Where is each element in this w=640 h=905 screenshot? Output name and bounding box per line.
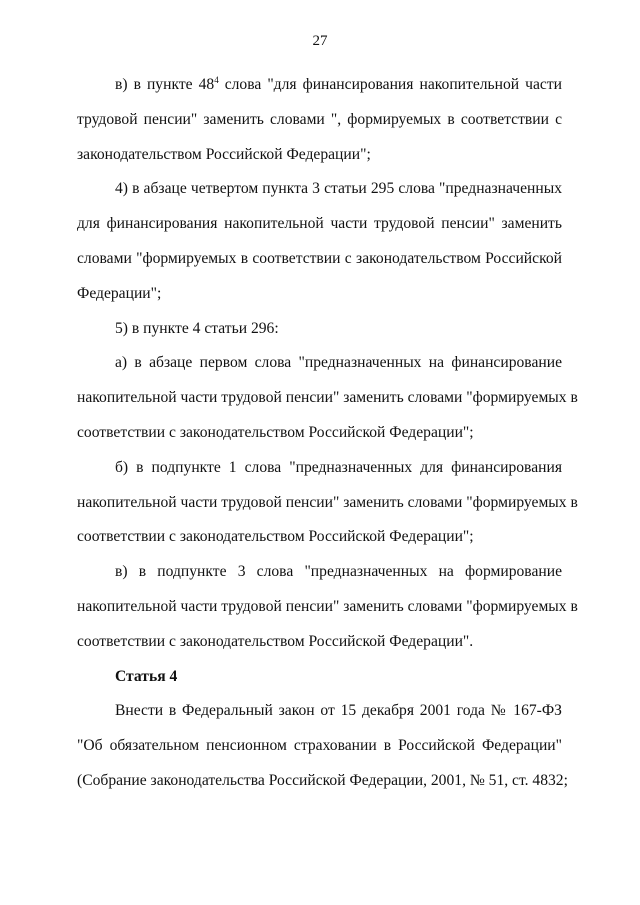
paragraph-p5 (77, 451, 578, 555)
paragraph-line: соответствии с законодательством Российской Федерации"; (77, 528, 474, 546)
paragraph-line: словами "формируемых в соответствии с законодательством Российской (77, 249, 562, 267)
paragraph-p3 (77, 312, 562, 347)
paragraph-line: законодательством Российской Федерации"; (77, 145, 371, 163)
superscript: 4 (214, 75, 219, 85)
paragraph-p7 (77, 694, 568, 798)
paragraph-line: накопительной части трудовой пенсии" заменить словами "формируемых в (77, 597, 578, 615)
paragraph-line: Внести в Федеральный закон от 15 декабря 2001 года № 167-ФЗ (115, 702, 562, 720)
document-body (77, 68, 578, 799)
paragraph-line: в) в подпункте 3 слова "предназначенных на формирование (115, 563, 562, 581)
paragraph-line: соответствии с законодательством Российской Федерации". (77, 632, 474, 650)
paragraph-line: в) в пункте $48^4$ слова "для финансирования накопительной части (115, 75, 562, 93)
paragraph-line: 4) в абзаце четвертом пункта 3 статьи 295 слова "предназначенных (115, 180, 562, 198)
paragraph-line: для финансирования накопительной части трудовой пенсии" заменить (77, 215, 562, 233)
paragraph-line: Федерации"; (77, 284, 162, 302)
paragraph-p4 (77, 346, 578, 450)
paragraph-line: 5) в пункте 4 статьи 296: (115, 319, 279, 337)
paragraph-line: накопительной части трудовой пенсии" заменить словами "формируемых в (77, 493, 578, 511)
paragraph-line: "Об обязательном пенсионном страховании в Российской Федерации" (77, 737, 562, 755)
paragraph-line: (Собрание законодательства Российской Федерации, 2001, № 51, ст. 4832; (77, 771, 568, 789)
paragraph-p2 (77, 172, 562, 311)
paragraph-line: трудовой пенсии" заменить словами ", формируемых в соответствии с (77, 110, 562, 128)
paragraph-line: а) в абзаце первом слова "предназначенных на финансирование (115, 354, 562, 372)
page-number: 27 (312, 33, 328, 49)
paragraph-line: соответствии с законодательством Российской Федерации"; (77, 423, 474, 441)
article-heading: Статья 4 (115, 667, 178, 685)
paragraph-line: накопительной части трудовой пенсии" заменить словами "формируемых в (77, 389, 578, 407)
paragraph-line: б) в подпункте 1 слова "предназначенных для финансирования (115, 458, 562, 476)
paragraph-p1 (77, 68, 562, 172)
paragraph-p6 (77, 555, 578, 659)
